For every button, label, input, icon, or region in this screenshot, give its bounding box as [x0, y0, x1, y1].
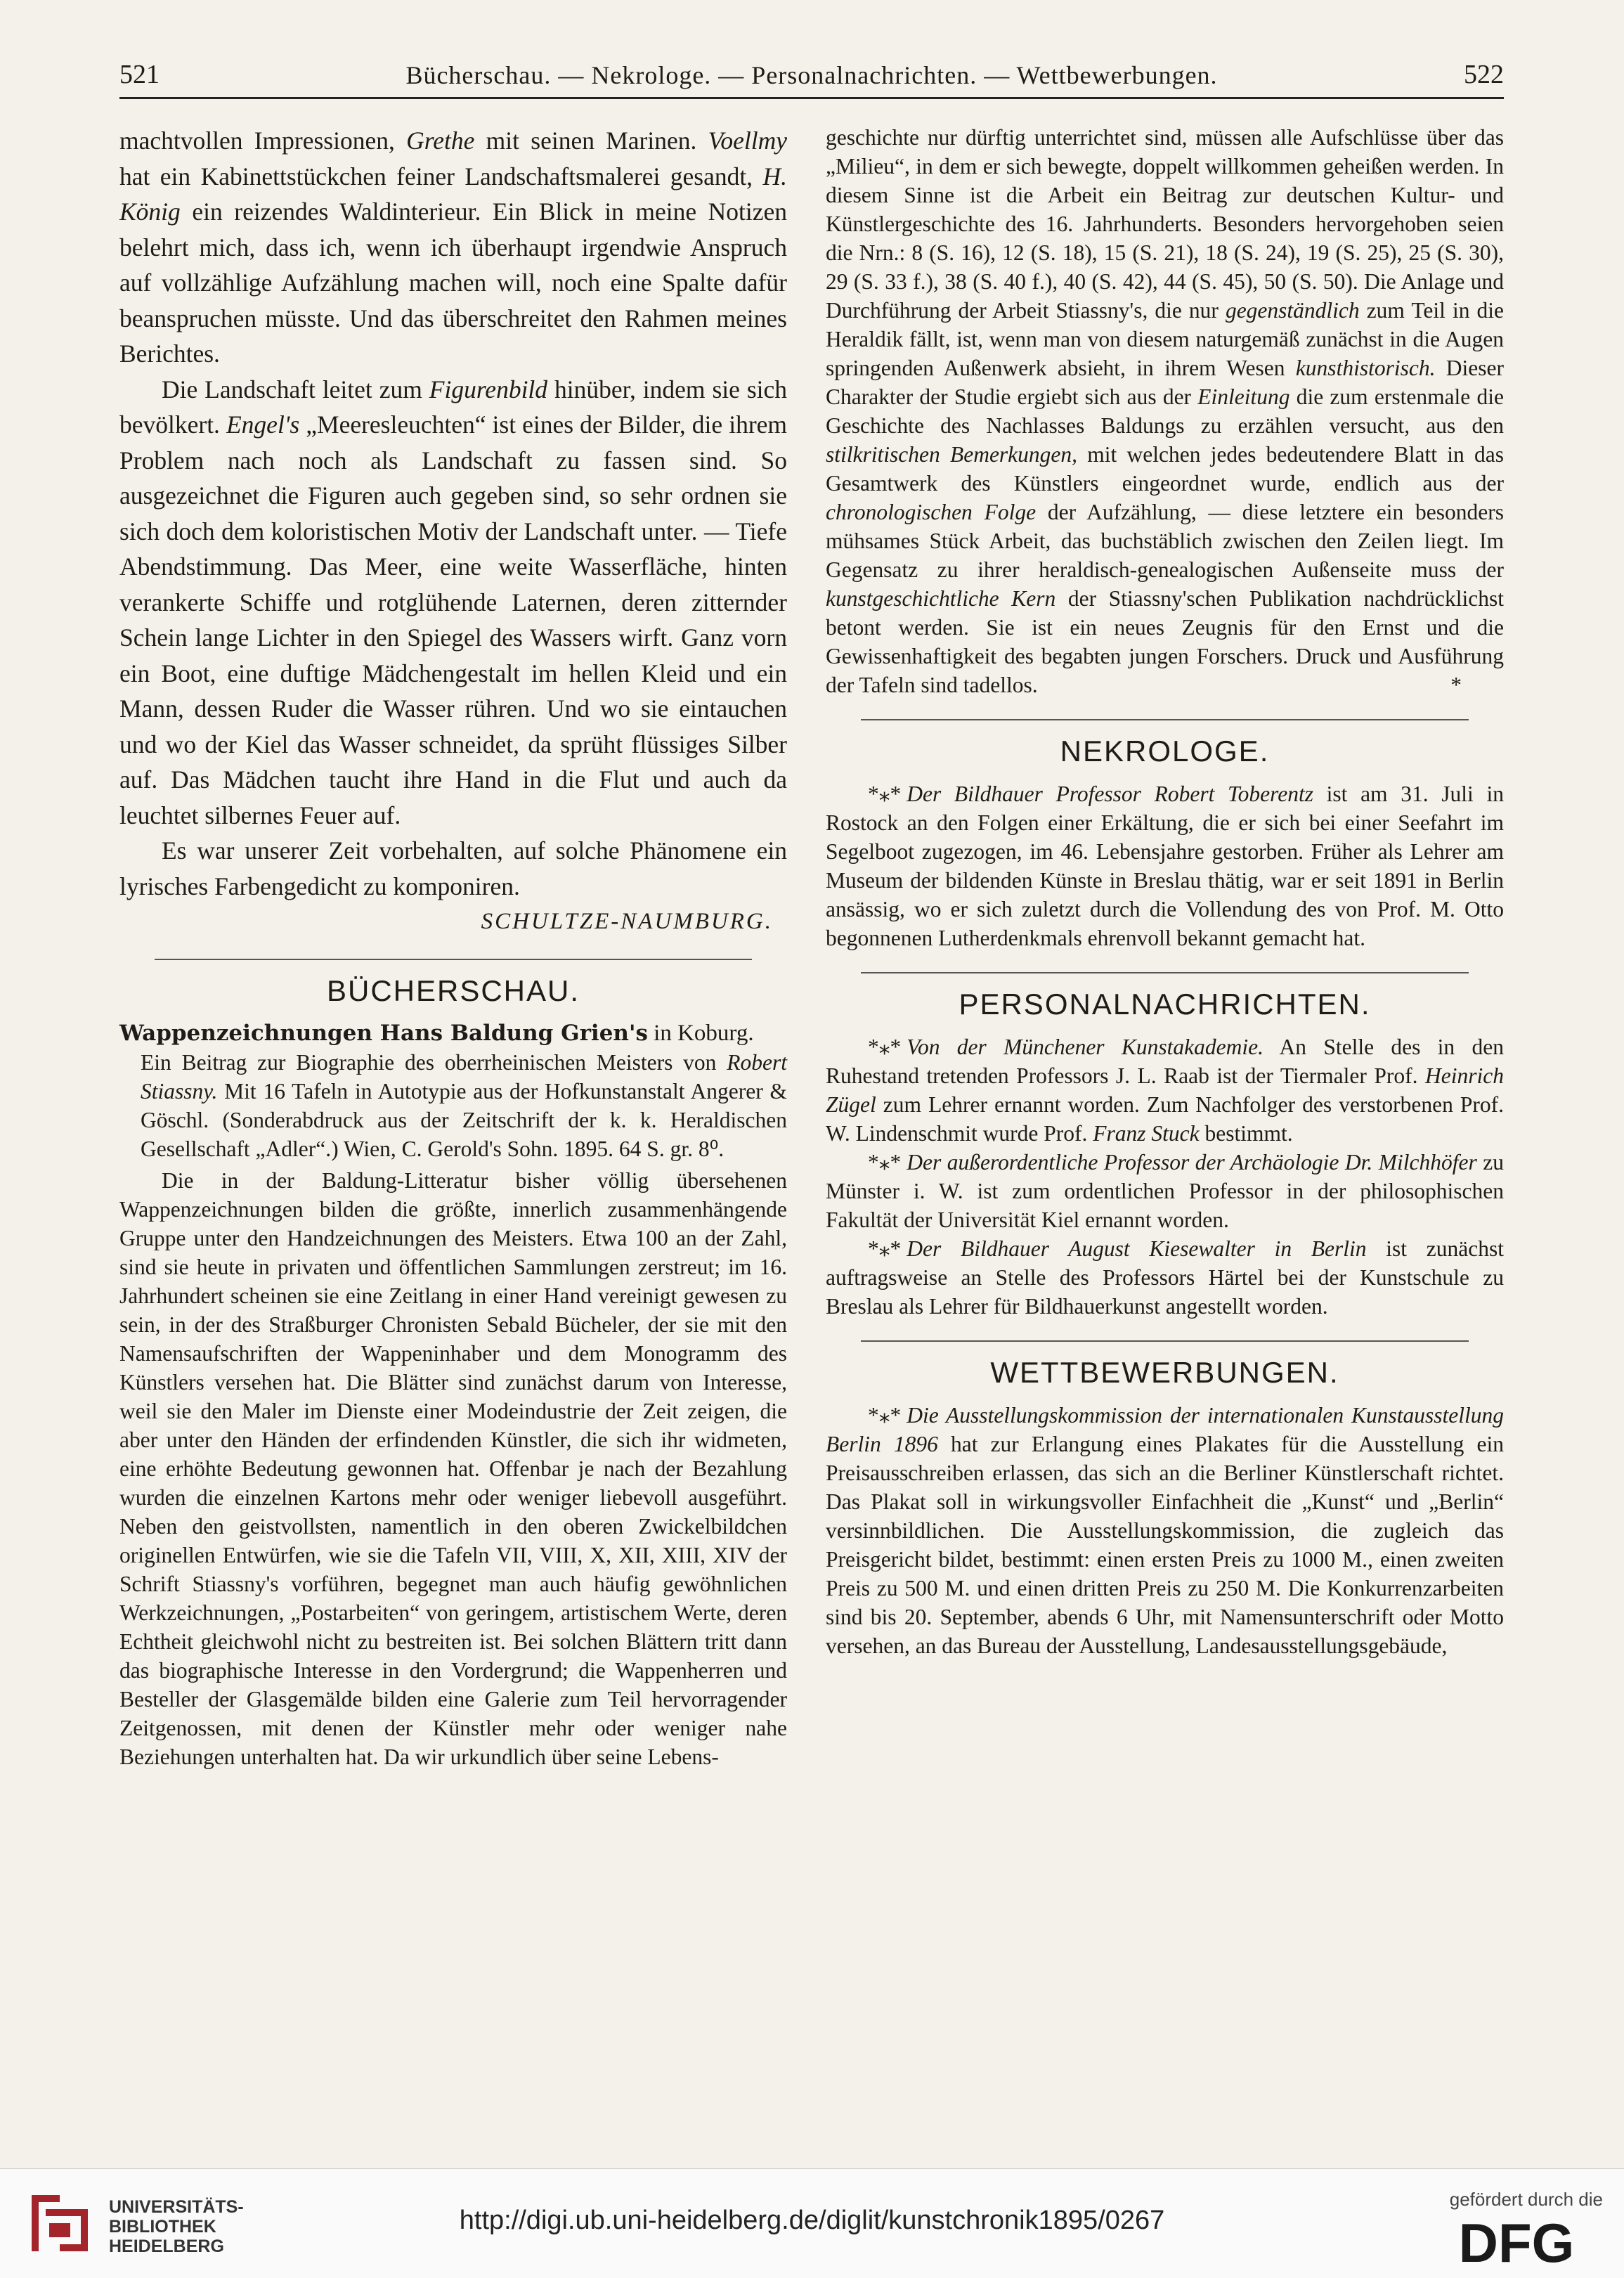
- section-rule: [861, 1340, 1469, 1342]
- digitization-footer: [0, 2168, 1624, 2278]
- personal-news-entry: *⁎* Von der Münchener Kunstakademie. An Stelle des in den Ruhestand tretenden Professors J. L. Raab ist der Tiermaler Prof. Heinrich Zügel zum Lehrer ernannt worden. Zum Nachfolger des verstorbenen Prof. W. Lindenschmit wurde Prof. Franz Stuck bestimmt.: [826, 1035, 1504, 1146]
- section-title-wettbewerbungen: WETTBEWERBUNGEN.: [990, 1356, 1339, 1389]
- review-paragraph-continued: geschichte nur dürftig unterrichtet sind, müssen alle Aufschlüsse über das „Milieu“, in dem er sich bewegte, doppelt willkommen geheißen werden. In diesem Sinne ist die Arbeit ein Beitrag zur deutschen Kultur- und Künstlergeschichte des 16. Jahrhunderts. Besonders hervorgehoben seien die Nrn.: 8 (S. 16), 12 (S. 18), 15 (S. 21), 18 (S. 24), 19 (S. 25), 25 (S. 30), 29 (S. 33 f.), 38 (S. 40 f.), 40 (S. 42), 44 (S. 45), 50 (S. 50). Die Anlage und Durchführung der Arbeit Stiassny's, die nur gegenständlich zum Teil in die Heraldik fällt, ist, wenn man von diesem naturgemäß zunächst in die Augen springenden Außenwerk absieht, in ihrem Wesen kunsthistorisch. Dieser Charakter der Studie ergiebt sich aus der Einleitung die zum erstenmale die Geschichte des Nachlasses Baldungs zu erzählen versucht, aus den stilkritischen Bemerkungen, mit welchen jedes bedeutendere Blatt in das Gesamtwerk des Künstlers eingeordnet wurde, endlich aus der chronologischen Folge der Aufzählung, — diese letztere ein besonders mühsames Stück Arbeit, das buchstäblich zwischen den Zeilen liegt. Im Gegensatz zu ihrer heraldisch-genealogischen Außenseite muss der kunstgeschichtliche Kern der Stiassny'schen Publikation nachdrücklichst betont werden. Sie ist ein neues Zeugnis für den Ernst und die Gewissenhaftigkeit des begabten jungen Forschers. Druck und Ausführung der Tafeln sind tadellos. *: [826, 123, 1504, 699]
- review-paragraph: Die in der Baldung-Litteratur bisher völlig übersehenen Wappenzeichnungen bilden die größte, innerlich zusammenhängende Gruppe unter den Handzeichnungen des Meisters. Etwa 100 an der Zahl, sind sie heute in privaten und öffentlichen Sammlungen zerstreut; im 16. Jahrhundert scheinen sie eine Zeitlang in einer Hand vereinigt gewesen zu sein, in der des Straßburger Chronisten Sebald Bücheler, der sie mit den Namensaufschriften der Wappeninhaber und dem Monogramm des Künstlers versehen hat. Die Blätter sind zunächst darum von Interesse, weil sie den Maler im Dienste einer Modeindustrie der Zeit zeigen, die aber unter den Händen der erfindenden Künstler, die sich ihr widmeten, eine erhöhte Bedeutung gewonnen hat. Offenbar je nach der Bezahlung wurden die einzelnen Kartons mehr oder weniger liebevoll ausgeführt. Neben den geistvollsten, namentlich in den oberen Zwickelbildchen originellen Entwürfen, wie sie die Tafeln VII, VIII, X, XII, XIII, XIV der Schrift Stiassny's vorführen, begegnet man auch häufig gewöhnlichen Werkzeichnungen, „Postarbeiten“ von geringem, artistischem Werte, deren Echtheit gleichwohl nicht zu bestreiten ist. Bei solchen Blättern tritt dann das biographische Interesse in den Vordergrund; die Wappenherren und Besteller der Glasgemälde bilden eine Galerie zum Teil hervorragender Zeitgenossen, mit denen der Künstler mehr oder weniger nahe Beziehungen unterhalten hat. Da wir urkundlich über seine Lebens-: [119, 1168, 787, 1769]
- svg-text:DFG: DFG: [1458, 2218, 1575, 2267]
- article-paragraph: Die Landschaft leitet zum Figurenbild hinüber, indem sie sich bevölkert. Engel's „Meeresleuchten“ ist eines der Bilder, die ihrem Problem nach noch als Landschaft zu fassen sind. So ausgezeichnet die Figuren auch gegeben sind, so sehr ordnen sie sich doch dem koloristischen Motiv der Landschaft unter. — Tiefe Abendstimmung. Das Meer, eine weite Wasserfläche, hinten verankerte Schiffe und rotglühende Laternen, deren zitternder Schein lange Lichter in den Spiegel des Wassers wirft. Ganz vorn ein Boot, eine duftige Mädchengestalt im hellen Kleid und ein Mann, dessen Ruder die Wasser rühren. Und wo sie eintauchen und wo der Kiel das Wasser schneidet, da sprüht flüssiges Silber auf. Das Mädchen taucht ihre Hand in die Flut und auch da leuchtet silbernes Feuer auf.: [119, 375, 788, 829]
- left-column: [119, 123, 787, 1771]
- competition-entry: *⁎* Die Ausstellungskommission der internationalen Kunstausstellung Berlin 1896 hat zur Erlangung eines Plakates für die Ausstellung ein Preisausschreiben erlassen, das sich an die Berliner Künstlerschaft richtet. Das Plakat soll in wirkungsvoller Einfachheit die „Kunst“ und „Berlin“ versinnbildlichen. Die Ausstellungskommission, die zugleich das Preisgericht bildet, bestimmt: einen ersten Preis zu 1000 M., einen zweiten Preis zu 500 M. und einen dritten Preis zu 250 M. Die Konkurrenzarbeiten sind bis 20. September, abends 6 Uhr, mit Namensunterschrift oder Motto versehen, an das Bureau der Ausstellung, Landesausstellungsgebäude,: [826, 1403, 1504, 1658]
- article-paragraph: Es war unserer Zeit vorbehalten, auf solche Phänomene ein lyrisches Farbengedicht zu komponiren.: [119, 836, 787, 900]
- personal-news-entry: *⁎* Der außerordentliche Professor der Archäologie Dr. Milchhöfer zu Münster i. W. ist zum ordentlichen Professor in der philosophischen Fakultät der Universität Kiel ernannt worden.: [826, 1150, 1505, 1232]
- section-title-buecherschau: BÜCHERSCHAU.: [326, 974, 580, 1007]
- article-paragraph: machtvollen Impressionen, Grethe mit seinen Marinen. Voellmy hat ein Kabinettstückchen feiner Landschaftsmalerei gesandt, H. König ein reizendes Waldinterieur. Ein Blick in meine Notizen belehrt mich, dass ich, wenn ich überhaupt irgendwie Anspruch auf vollzählige Aufzählung machen will, noch eine Spalte dafür beanspruchen müsste. Und das überschreitet den Rahmen meines Berichtes.: [119, 127, 787, 368]
- author-signature: SCHULTZE-NAUMBURG.: [481, 909, 773, 934]
- section-rule: [861, 972, 1469, 973]
- funded-by-label: gefördert durch die: [1449, 2189, 1603, 2210]
- page-number-right: 522: [1464, 60, 1504, 89]
- obituary-entry: *⁎* Der Bildhauer Professor Robert Toberentz ist am 31. Juli in Rostock an den Folgen einer Erkältung, die er sich bei einer Seefahrt im Segelboot zugezogen, im 46. Lebensjahre gestorben. Früher als Lehrer am Museum der bildenden Künste in Breslau thätig, war er seit 1891 in Berlin ansässig, wo er sich zuletzt durch die Vollendung des von Prof. M. Otto begonnenen Lutherdenkmals ehrenvoll bekannt gemacht hat.: [826, 782, 1504, 950]
- page-number-left: 521: [119, 60, 160, 89]
- personal-news-entry: *⁎* Der Bildhauer August Kiesewalter in Berlin ist zunächst auftragsweise an Stelle des Professors Härtel bei der Kunstschule zu Breslau als Lehrer für Bildhauerkunst angestellt worden.: [826, 1236, 1504, 1319]
- section-rule: [155, 959, 752, 960]
- running-title: Bücherschau. — Nekrologe. — Personalnachrichten. — Wettbewerbungen.: [405, 61, 1218, 89]
- header-rule: [119, 97, 1504, 99]
- book-bibliographic-info: Ein Beitrag zur Biographie des oberrheinischen Meisters von Robert Stiassny. Mit 16 Tafeln in Autotypie aus der Hofkunstanstalt Angerer & Göschl. (Sonderabdruck aus der Zeitschrift der k. k. Heraldischen Gesellschaft „Adler“.) Wien, C. Gerold's Sohn. 1895. 64 S. gr. 8⁰.: [141, 1050, 787, 1161]
- section-title-nekrologe: NEKROLOGE.: [1060, 734, 1270, 768]
- running-header: [119, 55, 1504, 97]
- permalink-url[interactable]: http://digi.ub.uni-heidelberg.de/diglit/kunstchronik1895/0267: [459, 2206, 1165, 2235]
- section-rule: [861, 719, 1469, 720]
- library-name: UNIVERSITÄTS- BIBLIOTHEK HEIDELBERG: [109, 2197, 244, 2256]
- review-end-star: *: [1450, 673, 1462, 697]
- dfg-logo-icon: [1429, 2218, 1604, 2267]
- right-column: [826, 123, 1504, 1660]
- section-title-personalnachrichten: PERSONALNACHRICHTEN.: [959, 988, 1371, 1021]
- book-heading: Wappenzeichnungen Hans Baldung Grien's in Koburg.: [119, 1021, 754, 1046]
